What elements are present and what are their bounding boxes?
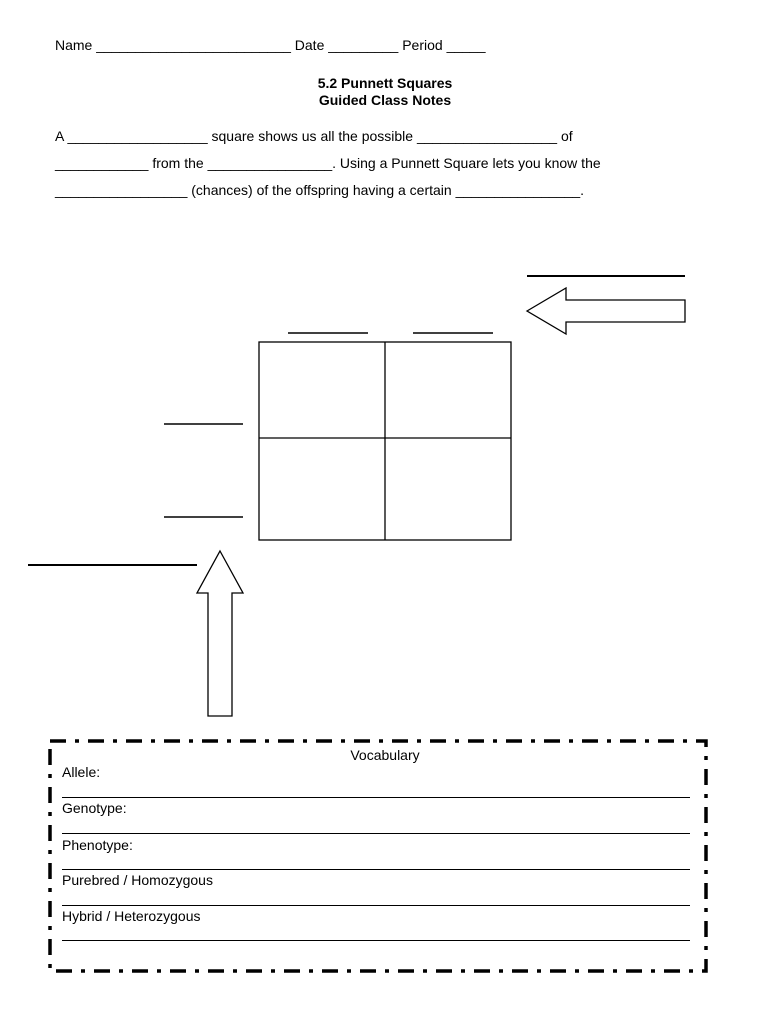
vocab-answer-line-allele — [62, 797, 690, 798]
vocabulary-title: Vocabulary — [350, 747, 420, 763]
name-date-period-line: Name _________________________ Date _________ Period _____ — [55, 37, 486, 53]
up-arrow-icon — [197, 551, 243, 716]
worksheet-subtitle: Guided Class Notes — [318, 92, 452, 108]
vocab-answer-line-phenotype — [62, 869, 690, 870]
vocab-answer-line-genotype — [62, 833, 690, 834]
worksheet-title: 5.2 Punnett Squares — [317, 75, 453, 91]
vocab-term-phenotype: Phenotype: — [62, 837, 133, 853]
vocab-term-allele: Allele: — [62, 764, 101, 780]
vocab-term-hybrid: Hybrid / Heterozygous — [62, 908, 201, 924]
vocabulary-box-border — [50, 741, 706, 971]
fill-in-sentence-2: ____________ from the ________________. Using a Punnett Square lets you know the — [55, 155, 601, 171]
vocab-answer-line-purebred — [62, 905, 690, 906]
left-arrow-icon — [527, 288, 685, 334]
fill-in-sentence-3: _________________ (chances) of the offspring having a certain ________________. — [55, 182, 585, 198]
vocab-term-genotype: Genotype: — [62, 800, 127, 816]
fill-in-sentence-1: A __________________ square shows us all the possible __________________ of — [55, 128, 573, 144]
vocab-term-purebred: Purebred / Homozygous — [62, 872, 213, 888]
vocab-answer-line-hybrid — [62, 940, 690, 941]
